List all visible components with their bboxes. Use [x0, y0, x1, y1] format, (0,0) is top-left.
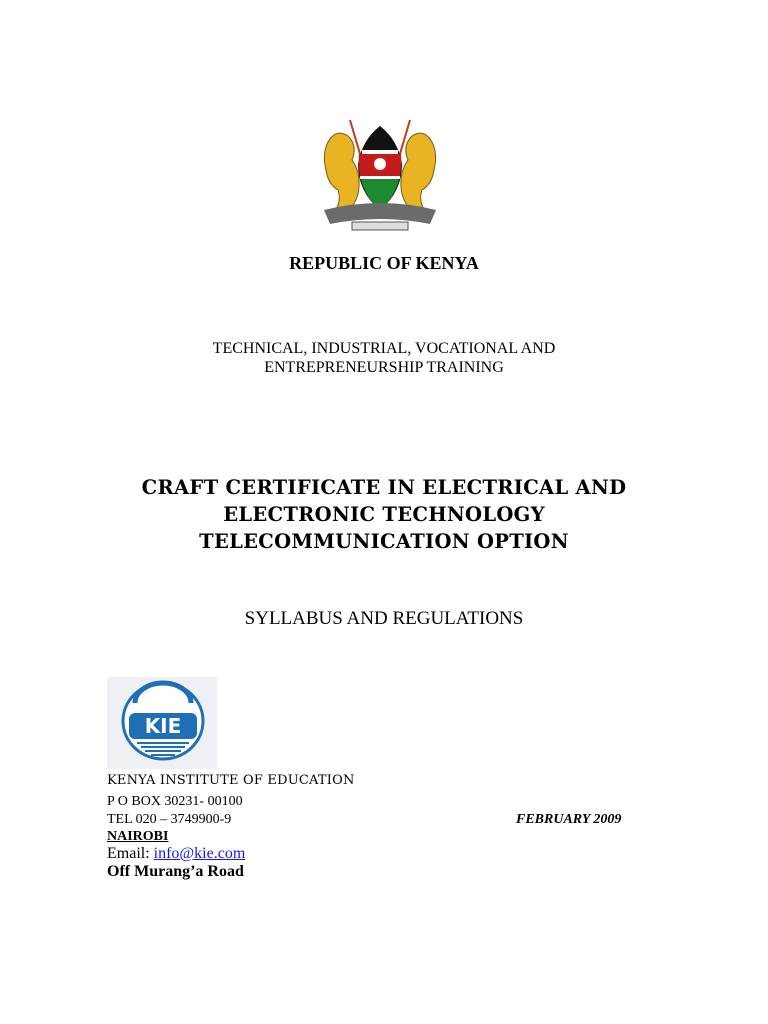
kie-logo-icon	[107, 677, 217, 769]
kenya-coat-of-arms-icon	[310, 112, 450, 234]
country-heading: REPUBLIC OF KENYA	[289, 253, 479, 273]
publisher-name: KENYA INSTITUTE OF EDUCATION	[107, 773, 355, 788]
program-line-2: ENTREPRENEURSHIP TRAINING	[264, 359, 504, 376]
document-title-line-3: TELECOMMUNICATION OPTION	[199, 530, 569, 553]
email-label: Email:	[107, 845, 150, 862]
kie-logo-text: KIE	[144, 714, 182, 738]
email-link[interactable]: info@kie.com	[153, 845, 246, 862]
document-title-line-1: CRAFT CERTIFICATE IN ELECTRICAL AND	[141, 476, 627, 499]
email-row	[107, 845, 245, 863]
publication-date: FEBRUARY 2009	[516, 812, 622, 827]
document-subtitle: SYLLABUS AND REGULATIONS	[244, 608, 524, 629]
program-line-1: TECHNICAL, INDUSTRIAL, VOCATIONAL AND	[212, 340, 556, 357]
publisher-road: Off Murang’a Road	[107, 863, 244, 880]
publisher-phone: TEL 020 – 3749900-9	[107, 812, 232, 827]
publisher-city: NAIROBI	[107, 829, 169, 844]
publisher-pobox: P O BOX 30231- 00100	[107, 794, 243, 809]
document-title-line-2: ELECTRONIC TECHNOLOGY	[223, 503, 545, 526]
